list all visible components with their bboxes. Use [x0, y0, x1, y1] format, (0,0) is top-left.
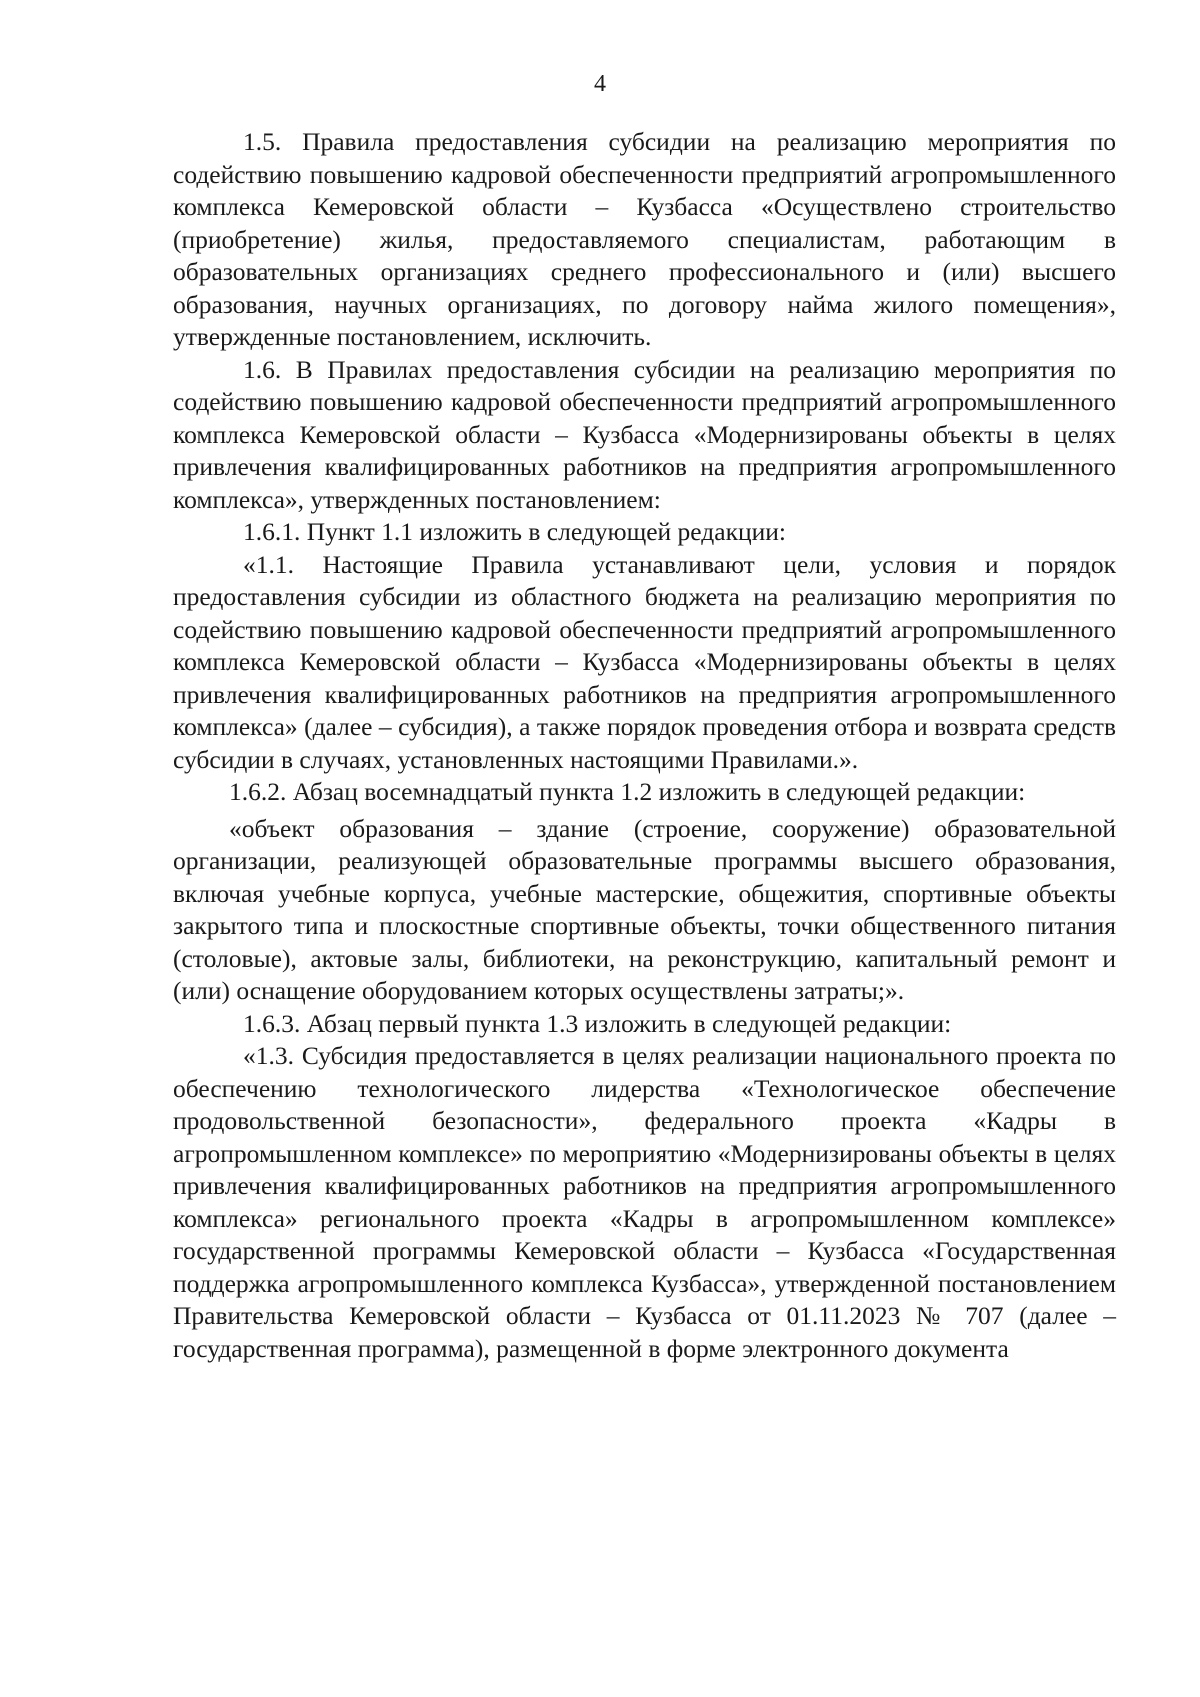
paragraph-quote-1-3: «1.3. Субсидия предоставляется в целях реализации национального проекта по обеспечению технологического лидерства «Технологическое обеспечение продовольственной безопасности», федерального проекта «Кадры в агропромышленном комплексе» по мероприятию «Модернизированы объекты в целях привлечения квалифицированных работников на предприятия агропромышленного комплекса» регионального проекта «Кадры в агропромышленном комплексе» государственной программы Кемеровской области – Кузбасса «Государственная поддержка агропромышленного комплекса Кузбасса», утвержденной постановлением Правительства Кемеровской области – Кузбасса от 01.11.2023 № 707 (далее – государственная программа), размещенной в форме электронного документа — [173, 1041, 1116, 1363]
paragraph-1-6-1: 1.6.1. Пункт 1.1 изложить в следующей редакции: — [243, 517, 786, 546]
paragraph-1-6-2: 1.6.2. Абзац восемнадцатый пункта 1.2 изложить в следующей редакции: — [229, 777, 1026, 806]
page-number: 4 — [594, 71, 606, 97]
document-body — [173, 126, 1116, 1365]
paragraph-1-6-3: 1.6.3. Абзац первый пункта 1.3 изложить в следующей редакции: — [243, 1008, 952, 1038]
paragraph-1-6: 1.6. В Правилах предоставления субсидии на реализацию мероприятия по содействию повышению кадровой обеспеченности предприятий агропромышленного комплекса Кемеровской области – Кузбасса «Модернизированы объекты в целях привлечения квалифицированных работников на предприятия агропромышленного комплекса», утвержденных постановлением: — [173, 354, 1116, 514]
paragraph-quote-object: «объект образования – здание (строение, сооружение) образовательной организации, реализующей образовательные программы высшего образования, включая учебные корпуса, учебные мастерские, общежития, спортивные объекты закрытого типа и плоскостные спортивные объекты, точки общественного питания (столовые), актовые залы, библиотеки, на реконструкцию, капитальный ремонт и (или) оснащение оборудованием которых осуществлены затраты;». — [173, 813, 1116, 1005]
paragraph-quote-1-1: «1.1. Настоящие Правила устанавливают цели, условия и порядок предоставления субсидии из областного бюджета на реализацию мероприятия по содействию повышению кадровой обеспеченности предприятий агропромышленного комплекса Кемеровской области – Кузбасса «Модернизированы объекты в целях привлечения квалифицированных работников на предприятия агропромышленного комплекса» (далее – субсидия), а также порядок проведения отбора и возврата средств субсидии в случаях, установленных настоящими Правилами.». — [173, 549, 1116, 774]
paragraph-1-5: 1.5. Правила предоставления субсидии на реализацию мероприятия по содействию повышению кадровой обеспеченности предприятий агропромышленного комплекса Кемеровской области – Кузбасса «Осуществлено строительство (приобретение) жилья, предоставляемого специалистам, работающим в образовательных организациях среднего профессионального и (или) высшего образования, научных организациях, по договору найма жилого помещения», утвержденные постановлением, исключить. — [173, 127, 1116, 351]
